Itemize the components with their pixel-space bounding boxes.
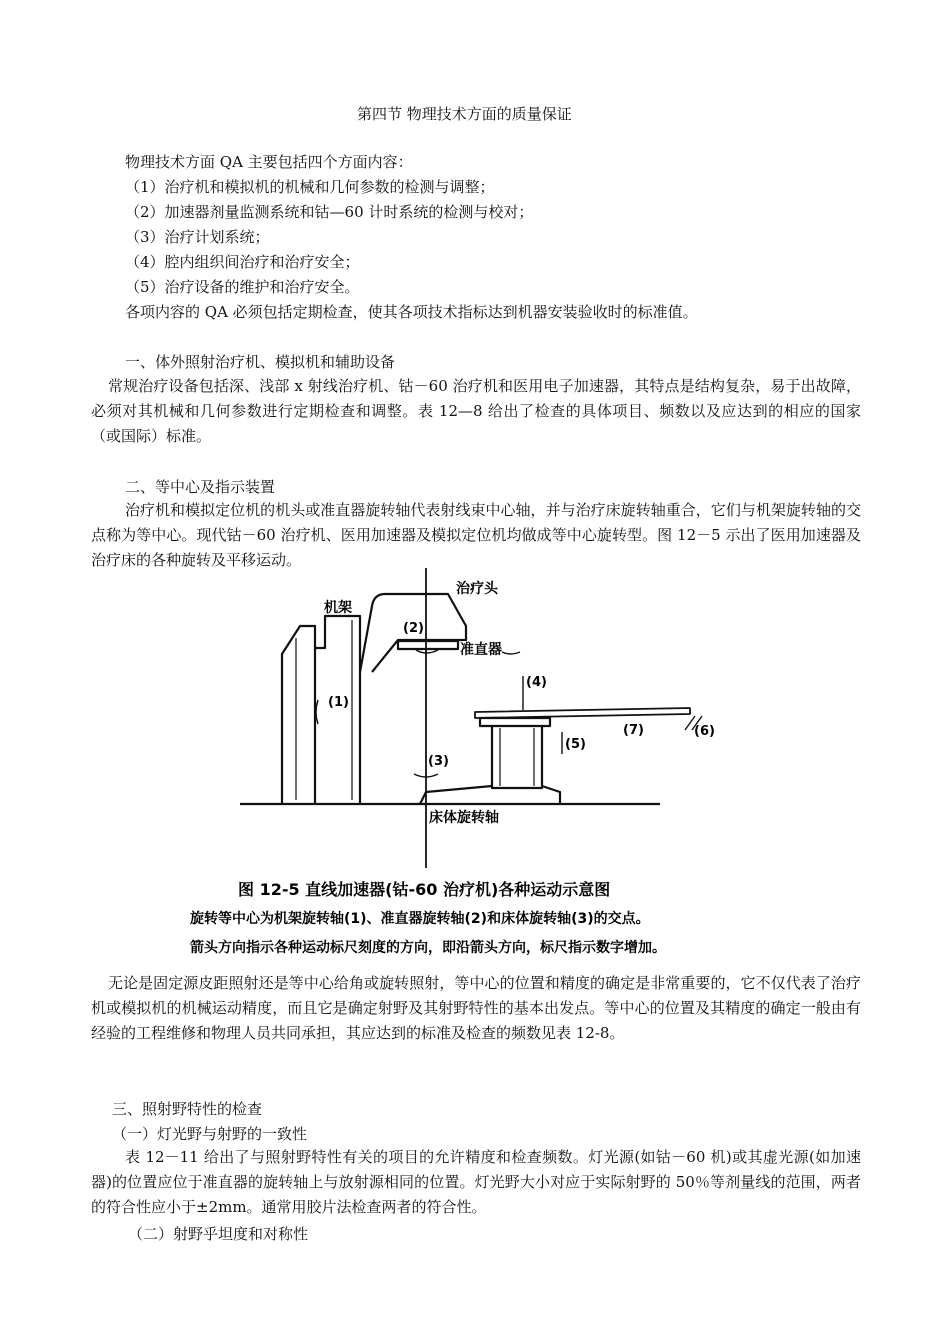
part1-heading: 一、体外照射治疗机、模拟机和辅助设备	[125, 353, 396, 371]
figure-caption-line1: 旋转等中心为机架旋转轴(1)、准直器旋转轴(2)和床体旋转轴(3)的交点。	[190, 911, 650, 927]
intro-item-3: （3）治疗计划系统；	[125, 228, 270, 246]
part2b-body: 无论是固定源皮距照射还是等中心给角或旋转照射，等中心的位置和精度的确定是非常重要的，它不仅代表了治疗机或模拟机的机械运动精度，而且它是确定射野及其射野特性的基本出发点。等中心的位置及其精度的确定一般由有经验的工程维修和物理人员共同承担，其应达到的标准及检查的频数见表 12-8。	[91, 974, 861, 1042]
label-collimator: 准直器	[460, 642, 502, 658]
label-m4: (4)	[526, 675, 547, 690]
part1-body: 常规治疗设备包括深、浅部 x 射线治疗机、钴－60 治疗机和医用电子加速器，其特点是结构复杂，易于出故障，必须对其机械和几何参数进行定期检查和调整。表 12—8 给出了检查的具体项目、频数以及应达到的相应的国家（或国际）标准。	[91, 377, 861, 445]
part2-body: 治疗机和模拟定位机的机头或准直器旋转轴代表射线束中心轴，并与治疗床旋转轴重合，它们与机架旋转轴的交点称为等中心。现代钴－60 治疗机、医用加速器及模拟定位机均做成等中心旋转型。图 12－5 示出了医用加速器及治疗床的各种旋转及平移运动。	[91, 501, 861, 569]
label-m1: (1)	[328, 695, 349, 710]
part2-heading: 二、等中心及指示装置	[125, 478, 276, 496]
part3-sub2: （二）射野乎坦度和对称性	[128, 1225, 309, 1243]
intro-item-1: （1）治疗机和模拟机的机械和几何参数的检测与调整；	[125, 178, 495, 196]
section-title: 第四节 物理技术方面的质量保证	[357, 105, 572, 123]
intro-lead: 物理技术方面 QA 主要包括四个方面内容：	[125, 153, 413, 171]
motion-diagram	[230, 568, 715, 868]
part3-body: 表 12－11 给出了与照射野特性有关的项目的允许精度和检查频数。灯光源(如钴－60 机)或其虚光源(如加速器)的位置应位于准直器的旋转轴上与放射源相同的位置。灯光野大小对应于实际射野的 50％等剂量线的范围，两者的符合性应小于±2mm。通常用胶片法检查两者的符合性。	[91, 1148, 861, 1216]
part3-sub1: （一）灯光野与射野的一致性	[112, 1125, 308, 1143]
figure-caption-line2: 箭头方向指示各种运动标尺刻度的方向，即沿箭头方向，标尺指示数字增加。	[190, 940, 666, 956]
intro-item-2: （2）加速器剂量监测系统和钴—60 计时系统的检测与校对；	[125, 203, 534, 221]
part3-heading: 三、照射野特性的检查	[112, 1100, 263, 1118]
label-gantry: 机架	[324, 600, 352, 616]
label-m5: (5)	[565, 737, 586, 752]
label-couch-axis: 床体旋转轴	[429, 810, 499, 826]
intro-item-4: （4）腔内组织间治疗和治疗安全；	[125, 253, 360, 271]
label-m7: (7)	[623, 723, 644, 738]
label-m3: (3)	[428, 754, 449, 769]
label-m2: (2)	[403, 621, 424, 636]
figure-caption-title: 图 12-5 直线加速器(钴-60 治疗机)各种运动示意图	[238, 880, 611, 899]
label-m6: (6)	[694, 724, 715, 739]
label-head: 治疗头	[456, 581, 498, 597]
intro-item-5: （5）治疗设备的维护和治疗安全。	[125, 278, 360, 296]
intro-closing: 各项内容的 QA 必须包括定期检查，使其各项技术指标达到机器安装验收时的标准值。	[125, 303, 698, 321]
